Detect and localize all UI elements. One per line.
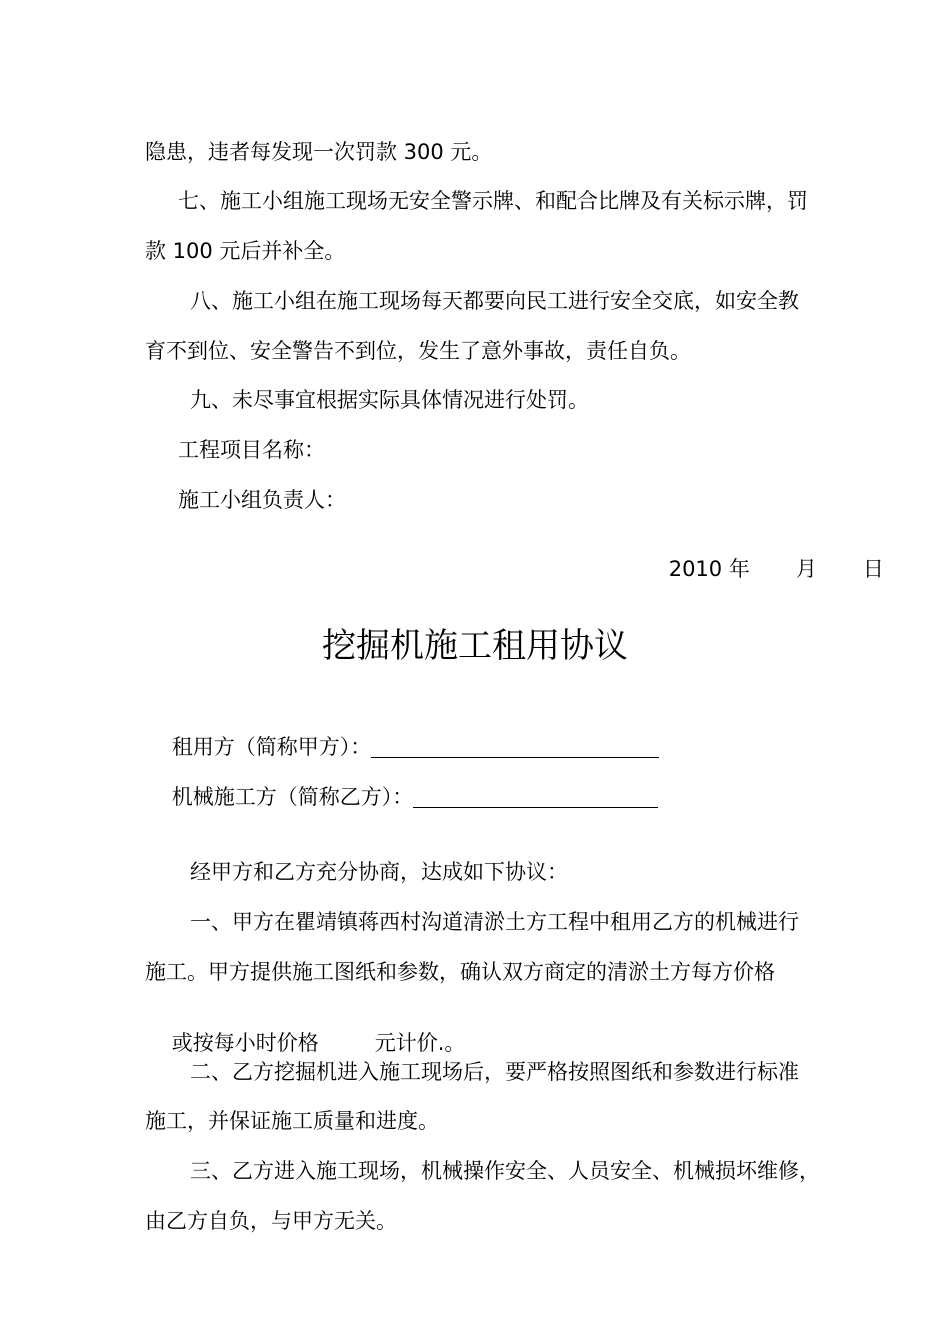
party-b-row <box>145 764 658 829</box>
agreement-clause-1-line-1: 一、甲方在瞿靖镇蒋西村沟道清淤土方工程中租用乙方的机械进行 <box>190 910 799 934</box>
party-a-label: 租用方（简称甲方）： <box>171 735 372 759</box>
clause-7-line-2: 款 100 元后并补全。 <box>145 239 346 263</box>
project-name-label: 工程项目名称： <box>178 438 325 462</box>
pricing-unit-text: 元计价.。 <box>374 1031 466 1055</box>
party-b-blank[interactable] <box>413 785 658 808</box>
party-a-blank[interactable] <box>371 735 659 758</box>
agreement-title: 挖掘机施工租用协议 <box>322 626 628 666</box>
agreement-clause-1-line-2: 施工。甲方提供施工图纸和参数，确认双方商定的清淤土方每方价格 <box>145 960 775 984</box>
agreement-clause-2-line-1: 二、乙方挖掘机进入施工现场后，要严格按照图纸和参数进行标准 <box>190 1060 799 1084</box>
clause-7-line-1: 七、施工小组施工现场无安全警示牌、和配合比牌及有关标示牌，罚 <box>178 189 808 213</box>
agreement-clause-3-line-1: 三、乙方进入施工现场，机械操作安全、人员安全、机械损坏维修， <box>190 1159 820 1183</box>
agreement-clause-2-line-2: 施工，并保证施工质量和进度。 <box>145 1109 439 1133</box>
clause-8-line-1: 八、施工小组在施工现场每天都要向民工进行安全交底，如安全教 <box>190 289 799 313</box>
hourly-price-label: 或按每小时价格 <box>171 1031 319 1055</box>
date-year: 2010 年 <box>668 557 750 581</box>
agreement-clause-3-line-2: 由乙方自负，与甲方无关。 <box>145 1209 397 1233</box>
agreement-intro: 经甲方和乙方充分协商，达成如下协议： <box>190 860 568 884</box>
date-month: 月 <box>795 557 817 581</box>
date-day: 日 <box>862 557 884 581</box>
signature-date <box>642 538 884 601</box>
party-b-label: 机械施工方（简称乙方）： <box>171 785 414 809</box>
clause-9-line: 九、未尽事宜根据实际具体情况进行处罚。 <box>190 388 589 412</box>
penalty-line: 隐患，违者每发现一次罚款 300 元。 <box>145 140 493 164</box>
team-leader-label: 施工小组负责人： <box>178 488 346 512</box>
clause-8-line-2: 育不到位、安全警告不到位，发生了意外事故，责任自负。 <box>145 339 691 363</box>
